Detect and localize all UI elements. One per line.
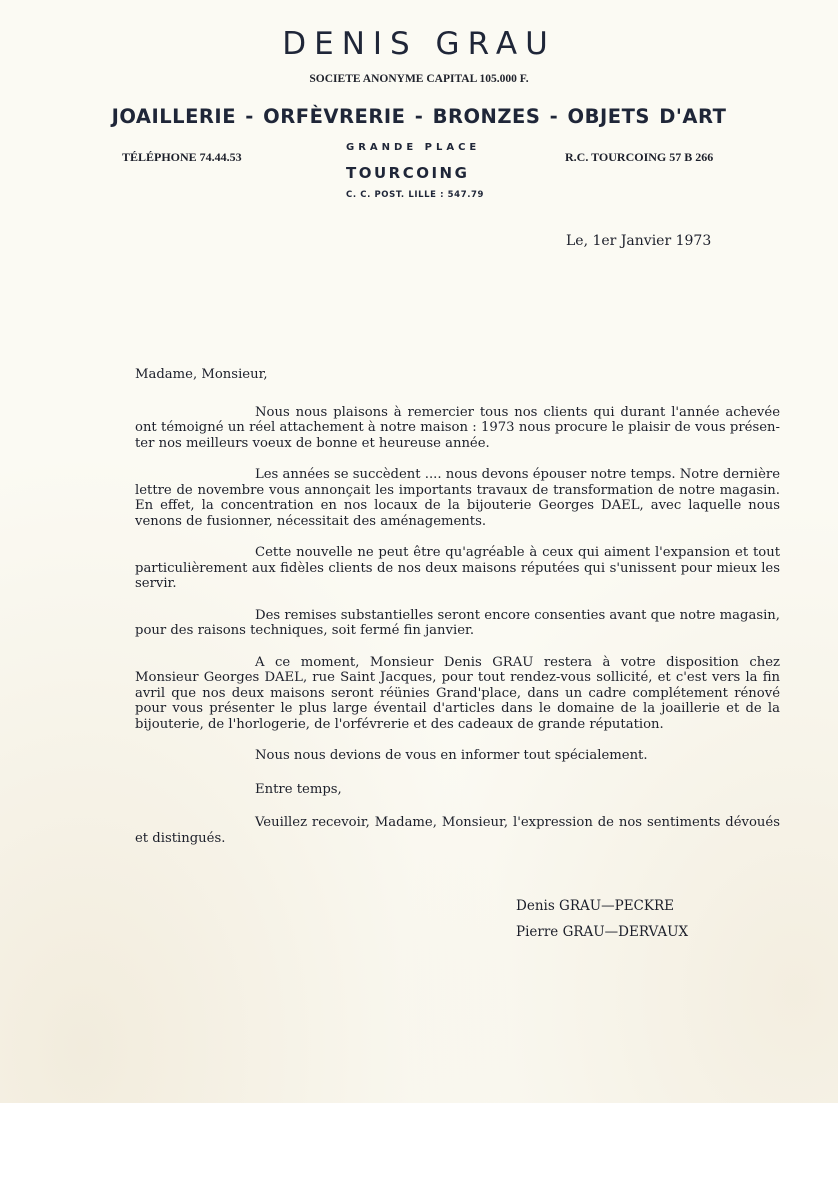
company-trades: JOAILLERIE - ORFÈVRERIE - BRONZES - OBJETS D'ART (111, 105, 727, 128)
paragraph: Des remises substantielles seront encore consenties avant que notre magasin, pour des raisons techniques, soit fermé fin janvier. (135, 607, 780, 638)
letter-body (135, 367, 780, 864)
letter-greeting: Madame, Monsieur, (135, 367, 268, 382)
company-registry: R.C. TOURCOING 57 B 266 (565, 150, 714, 164)
letter-date: Le, 1er Janvier 1973 (566, 233, 712, 249)
paragraph: Entre temps, (255, 781, 342, 797)
company-capital: SOCIETE ANONYME CAPITAL 105.000 F. (309, 73, 529, 85)
company-city: TOURCOING (346, 164, 470, 182)
postal-account: C. C. POST. LILLE : 547.79 (346, 190, 485, 200)
paragraph: A ce moment, Monsieur Denis GRAU restera à votre disposition chez Monsieur Georges DAEL, rue Saint Jacques, pour tout rendez-vous sollicité, et c'est vers la fin avril que nos deux maisons seront réünies Grand'place, dans un cadre complétement rénové pour vous présenter le plus large éventail d'articles dans le domaine de la joaillerie et de la bijouterie, de l'horlogerie, de l'orfévrerie et des cadeaux de grande réputation. (135, 654, 780, 732)
signatory: Pierre GRAU—DERVAUX (516, 924, 689, 940)
paragraph: Cette nouvelle ne peut être qu'agréable à ceux qui aiment l'expansion et tout particulièrement aux fidèles clients de nos deux maisons réputées qui s'unissent pour mieux les servir. (135, 545, 780, 591)
company-name: DENIS GRAU (282, 26, 556, 62)
signatory: Denis GRAU—PECKRE (516, 898, 674, 914)
paragraph: Nous nous devions de vous en informer tout spécialement. (255, 748, 648, 763)
paragraph: Nous nous plaisons à remercier tous nos clients qui durant l'année achevée ont témoigné un réel attachement à notre maison : 1973 nous procure le plaisir de vous présen-ter nos meilleurs voeux de bonne et heureuse année. (135, 404, 780, 451)
company-address: GRANDE PLACE (346, 142, 481, 153)
paragraph: Les années se succèdent .... nous devons épouser notre temps. Notre dernière lettre de novembre vous annonçait les importants travaux de transformation de notre magasin. En effet, la concentration en nos locaux de la bijouterie Georges DAEL, avec laquelle nous venons de fusionner, nécessitait des aménagements. (135, 467, 780, 529)
closing-paragraph: Veuillez recevoir, Madame, Monsieur, l'expression de nos sentiments dévoués et distingués. (135, 815, 780, 846)
company-telephone: TÉLÉPHONE 74.44.53 (122, 150, 242, 164)
